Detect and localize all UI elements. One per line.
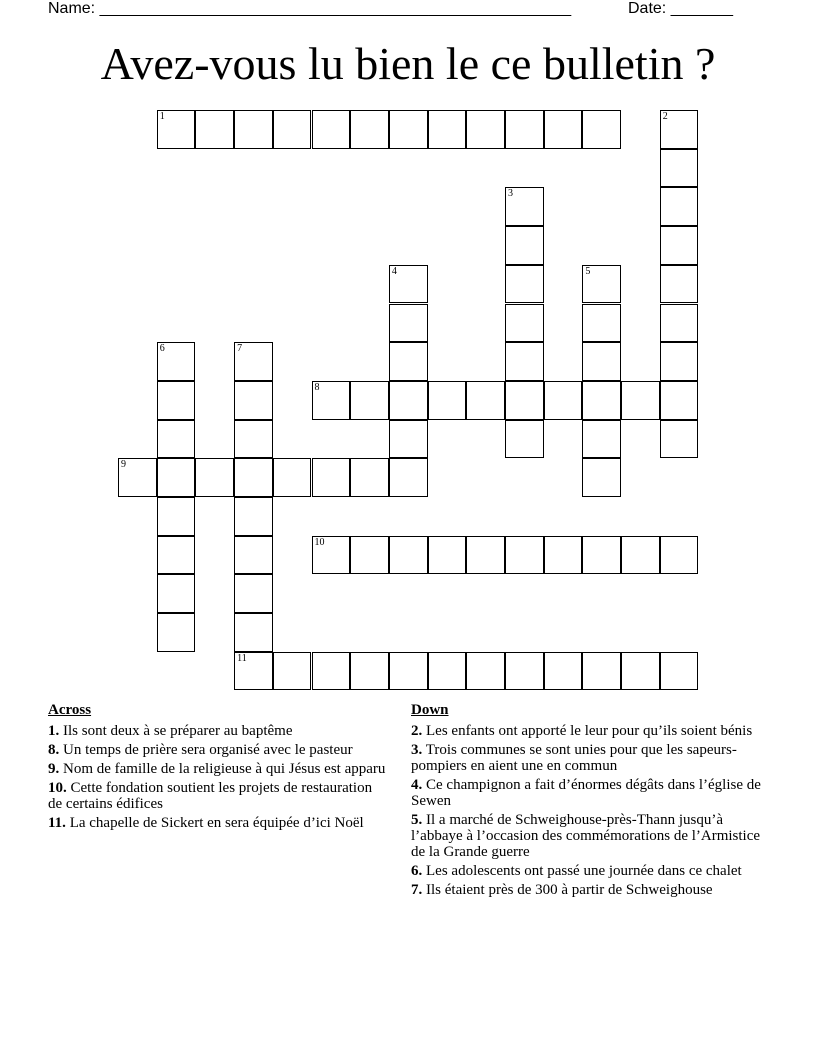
clue-number-label: 1. bbox=[48, 723, 60, 739]
grid-cell[interactable] bbox=[350, 110, 389, 149]
across-clue-list bbox=[48, 723, 388, 831]
grid-cell[interactable] bbox=[582, 265, 621, 304]
down-heading: Down bbox=[411, 702, 449, 718]
clue-text: Trois communes se sont unies pour que les sapeurs-pompiers en aient une en commun bbox=[411, 742, 737, 774]
down-clue bbox=[411, 777, 771, 809]
grid-cell[interactable] bbox=[428, 381, 467, 420]
grid-cell[interactable] bbox=[118, 458, 157, 497]
down-clue bbox=[411, 882, 771, 898]
grid-cell[interactable] bbox=[582, 458, 621, 497]
grid-cell[interactable] bbox=[544, 652, 583, 691]
clue-text: Il a marché de Schweighouse-près-Thann jusqu’à l’abbaye à l’occasion des commémorations de l’Armistice de la Grande guerre bbox=[411, 812, 761, 860]
clue-text: Nom de famille de la religieuse à qui Jésus est apparu bbox=[59, 761, 386, 777]
clue-number-label: 5. bbox=[411, 812, 423, 828]
across-clue bbox=[48, 780, 388, 812]
clue-number: 5 bbox=[585, 265, 591, 277]
clue-number-label: 11. bbox=[48, 815, 66, 831]
grid-cell[interactable] bbox=[660, 149, 699, 188]
down-clue bbox=[411, 863, 771, 879]
grid-cell[interactable] bbox=[428, 652, 467, 691]
clue-number: 1 bbox=[159, 111, 165, 122]
grid-cell[interactable] bbox=[466, 536, 505, 575]
clue-number: 6 bbox=[159, 343, 165, 355]
grid-cell[interactable] bbox=[234, 497, 273, 536]
grid-cell[interactable] bbox=[582, 381, 621, 420]
clue-number-label: 4. bbox=[411, 777, 423, 793]
grid-cell[interactable] bbox=[660, 381, 699, 420]
across-clues bbox=[48, 702, 388, 834]
grid-cell[interactable] bbox=[505, 381, 544, 420]
clue-number-label: 8. bbox=[48, 742, 60, 758]
grid-cell[interactable] bbox=[157, 497, 196, 536]
clue-text: Ils étaient près de 300 à partir de Schweighouse bbox=[422, 882, 713, 898]
clue-text: Les enfants ont apporté le leur pour qu’ils soient bénis bbox=[422, 723, 753, 739]
grid-cell[interactable] bbox=[389, 536, 428, 575]
grid-cell[interactable] bbox=[466, 381, 505, 420]
down-clue bbox=[411, 812, 771, 860]
grid-cell[interactable] bbox=[582, 110, 621, 149]
grid-cell[interactable] bbox=[428, 536, 467, 575]
grid-cell[interactable] bbox=[621, 652, 660, 691]
grid-cell[interactable] bbox=[157, 381, 196, 420]
grid-cell[interactable] bbox=[312, 458, 351, 497]
grid-cell[interactable] bbox=[234, 613, 273, 652]
grid-cell[interactable] bbox=[312, 381, 351, 420]
header bbox=[48, 0, 748, 22]
across-clue bbox=[48, 761, 388, 777]
grid-cell[interactable] bbox=[389, 420, 428, 459]
grid-cell[interactable] bbox=[505, 536, 544, 575]
grid-cell[interactable] bbox=[505, 652, 544, 691]
grid-cell[interactable] bbox=[234, 381, 273, 420]
grid-cell[interactable] bbox=[660, 420, 699, 459]
page-title: Avez-vous lu bien le ce bulletin ? bbox=[100, 38, 716, 89]
clue-text: Cette fondation soutient les projets de restauration de certains édifices bbox=[48, 780, 373, 812]
grid-cell[interactable] bbox=[544, 110, 583, 149]
grid-cell[interactable] bbox=[544, 536, 583, 575]
grid-cell[interactable] bbox=[389, 342, 428, 381]
grid-cell[interactable] bbox=[660, 110, 699, 149]
grid-cell[interactable] bbox=[350, 381, 389, 420]
grid-cell[interactable] bbox=[389, 458, 428, 497]
grid-cell[interactable] bbox=[157, 458, 196, 497]
grid-cell[interactable] bbox=[157, 110, 196, 149]
across-clue bbox=[48, 742, 388, 758]
clue-text: Les adolescents ont passé une journée dans ce chalet bbox=[422, 863, 742, 879]
grid-cell[interactable] bbox=[505, 342, 544, 381]
grid-cell[interactable] bbox=[389, 381, 428, 420]
grid-cell[interactable] bbox=[621, 536, 660, 575]
grid-cell[interactable] bbox=[660, 265, 699, 304]
grid-cell[interactable] bbox=[312, 110, 351, 149]
across-heading: Across bbox=[48, 702, 92, 718]
grid-cell[interactable] bbox=[350, 536, 389, 575]
grid-cell[interactable] bbox=[389, 652, 428, 691]
clue-text: Ils sont deux à se préparer au baptême bbox=[59, 723, 293, 739]
grid-cell[interactable] bbox=[157, 536, 196, 575]
across-clue bbox=[48, 815, 388, 831]
down-clues bbox=[411, 702, 771, 901]
grid-cell[interactable] bbox=[389, 110, 428, 149]
clue-number-label: 2. bbox=[411, 723, 423, 739]
clue-number-label: 6. bbox=[411, 863, 423, 879]
clue-number-label: 7. bbox=[411, 882, 423, 898]
clue-number-label: 3. bbox=[411, 742, 423, 758]
grid-cell[interactable] bbox=[544, 381, 583, 420]
down-clue bbox=[411, 742, 771, 774]
grid-cell[interactable] bbox=[660, 342, 699, 381]
grid-cell[interactable] bbox=[195, 110, 234, 149]
clue-number: 10 bbox=[314, 536, 325, 548]
grid-cell[interactable] bbox=[273, 652, 312, 691]
grid-cell[interactable] bbox=[312, 652, 351, 691]
grid-cell[interactable] bbox=[582, 536, 621, 575]
grid-cell[interactable] bbox=[505, 226, 544, 265]
grid-cell[interactable] bbox=[505, 110, 544, 149]
grid-cell[interactable] bbox=[660, 226, 699, 265]
clue-number: 4 bbox=[391, 265, 397, 277]
clue-number: 3 bbox=[508, 188, 513, 200]
down-clue bbox=[411, 723, 771, 739]
clue-number: 11 bbox=[237, 652, 247, 664]
grid-cell[interactable] bbox=[389, 304, 428, 343]
name-field-label[interactable]: Name: _____________________________________________________ bbox=[48, 0, 572, 17]
across-clue bbox=[48, 723, 388, 739]
grid-cell[interactable] bbox=[428, 110, 467, 149]
grid-cell[interactable] bbox=[505, 265, 544, 304]
grid-cell[interactable] bbox=[234, 574, 273, 613]
clue-number: 8 bbox=[314, 381, 320, 393]
clue-number-label: 9. bbox=[48, 761, 60, 777]
grid-cell[interactable] bbox=[157, 613, 196, 652]
grid-cell[interactable] bbox=[157, 342, 196, 381]
grid-cell[interactable] bbox=[312, 536, 351, 575]
grid-cell[interactable] bbox=[582, 304, 621, 343]
clue-text: La chapelle de Sickert en sera équipée d’ici Noël bbox=[65, 815, 364, 831]
grid-cell[interactable] bbox=[660, 652, 699, 691]
grid-cell[interactable] bbox=[505, 187, 544, 226]
grid-cell[interactable] bbox=[660, 536, 699, 575]
clue-number: 2 bbox=[662, 111, 668, 122]
clue-text: Un temps de prière sera organisé avec le pasteur bbox=[59, 742, 353, 758]
grid-cell[interactable] bbox=[582, 342, 621, 381]
grid-cell[interactable] bbox=[157, 420, 196, 459]
grid-cell[interactable] bbox=[660, 187, 699, 226]
grid-cell[interactable] bbox=[389, 265, 428, 304]
grid-cell[interactable] bbox=[505, 420, 544, 459]
grid-cell[interactable] bbox=[505, 304, 544, 343]
grid-cell[interactable] bbox=[273, 110, 312, 149]
grid-cell[interactable] bbox=[157, 574, 196, 613]
clue-number-label: 10. bbox=[48, 780, 67, 796]
grid-cell[interactable] bbox=[466, 110, 505, 149]
grid-cell[interactable] bbox=[621, 381, 660, 420]
grid-cell[interactable] bbox=[350, 652, 389, 691]
clue-text: Ce champignon a fait d’énormes dégâts dans l’église de Sewen bbox=[411, 777, 761, 809]
grid-cell[interactable] bbox=[660, 304, 699, 343]
grid-cell[interactable] bbox=[234, 342, 273, 381]
grid-cell[interactable] bbox=[234, 458, 273, 497]
grid-cell[interactable] bbox=[582, 652, 621, 691]
grid-cell[interactable] bbox=[350, 458, 389, 497]
grid-cell[interactable] bbox=[466, 652, 505, 691]
grid-cell[interactable] bbox=[273, 458, 312, 497]
grid-cell[interactable] bbox=[234, 420, 273, 459]
grid-cell[interactable] bbox=[234, 536, 273, 575]
grid-cell[interactable] bbox=[234, 110, 273, 149]
grid-cell[interactable] bbox=[582, 420, 621, 459]
down-clue-list bbox=[411, 723, 771, 898]
clue-number: 7 bbox=[237, 343, 243, 355]
grid-cell[interactable] bbox=[234, 652, 273, 691]
grid-cell[interactable] bbox=[195, 458, 234, 497]
date-field-label[interactable]: Date: _______ bbox=[628, 0, 733, 17]
clue-number: 9 bbox=[121, 459, 126, 471]
